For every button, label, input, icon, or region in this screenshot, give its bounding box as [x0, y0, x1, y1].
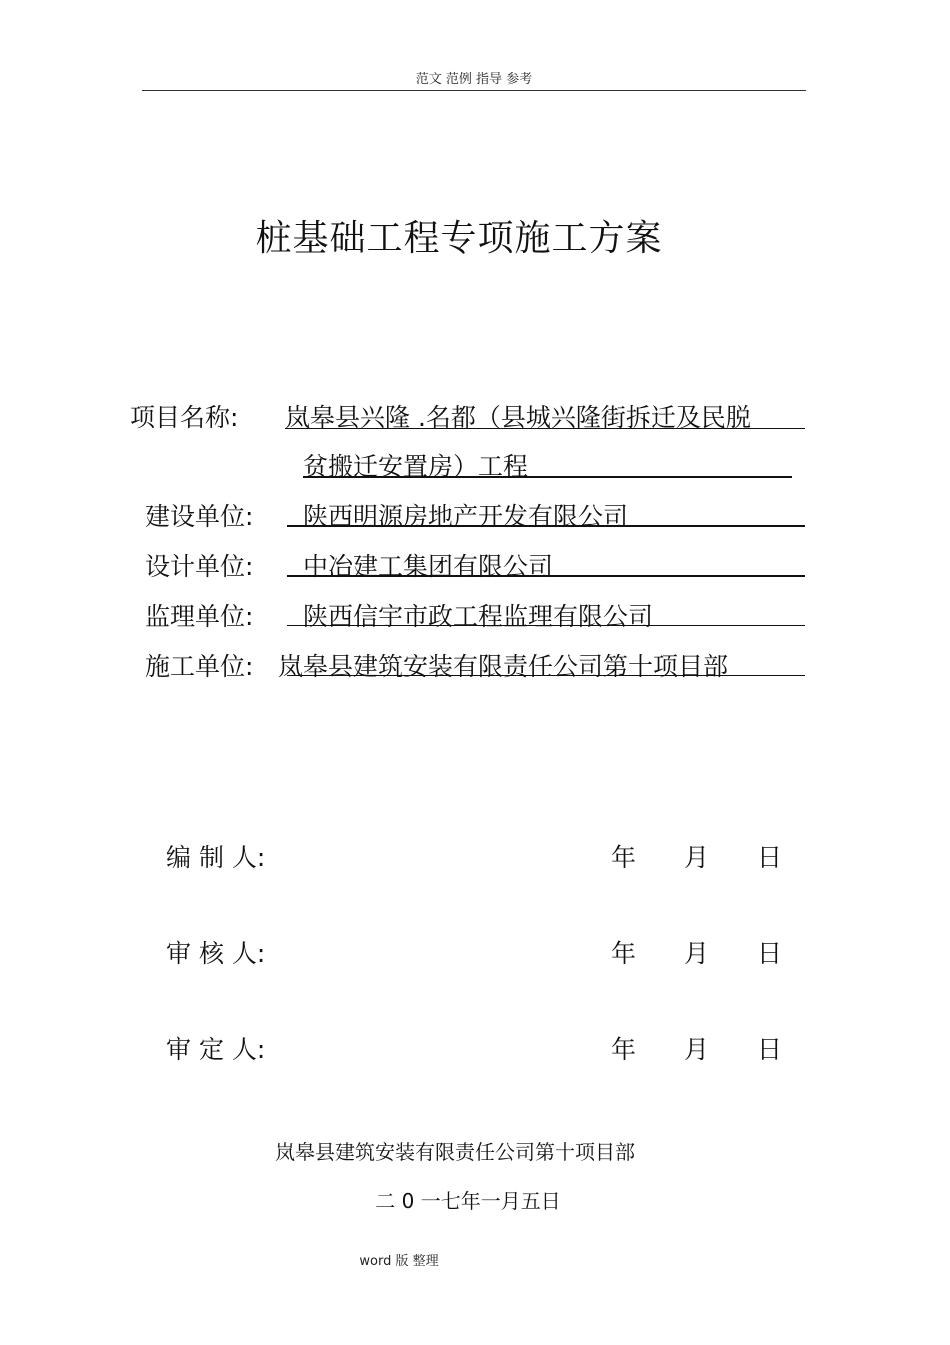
project-name-line1: 岚皋县兴隆 .名都（县城兴隆街拆迁及民脱	[285, 403, 751, 432]
project-name-underline-2	[303, 476, 792, 478]
project-name-line2: 贫搬迁安置房）工程	[303, 452, 529, 481]
developer-value: 陕西明源房地产开发有限公司	[303, 502, 629, 531]
supervisor-underline	[287, 625, 805, 626]
designer-label: 设计单位:	[145, 552, 254, 581]
reviewer-label: 审 核 人:	[166, 939, 266, 968]
month-label: 月	[684, 1035, 710, 1064]
project-name-underline-1	[285, 428, 805, 429]
year-label: 年	[611, 939, 637, 968]
contractor-value: 岚皋县建筑安装有限责任公司第十项目部	[278, 652, 729, 681]
developer-underline	[287, 525, 805, 527]
compiler-label: 编 制 人:	[166, 843, 266, 872]
approver-label: 审 定 人:	[166, 1035, 266, 1064]
year-label: 年	[611, 843, 637, 872]
issuing-company: 岚皋县建筑安装有限责任公司第十项目部	[275, 1140, 635, 1164]
day-label: 日	[757, 1035, 783, 1064]
designer-underline	[287, 575, 805, 577]
contractor-label: 施工单位:	[145, 652, 254, 681]
document-title: 桩基础工程专项施工方案	[255, 218, 663, 259]
designer-value: 中冶建工集团有限公司	[303, 552, 554, 581]
supervisor-value: 陕西信宇市政工程监理有限公司	[303, 602, 654, 631]
month-label: 月	[684, 843, 710, 872]
contractor-underline	[287, 675, 805, 676]
day-label: 日	[757, 843, 783, 872]
page-header-text: 范文 范例 指导 参考	[415, 72, 533, 87]
issue-date: 二 0 一七年一月五日	[375, 1189, 561, 1213]
day-label: 日	[757, 939, 783, 968]
supervisor-label: 监理单位:	[145, 602, 254, 631]
header-divider	[142, 90, 806, 91]
developer-label: 建设单位:	[145, 502, 254, 531]
page-footer-note: word 版 整理	[359, 1254, 439, 1269]
year-label: 年	[611, 1035, 637, 1064]
project-name-label: 项目名称:	[130, 403, 239, 432]
month-label: 月	[684, 939, 710, 968]
